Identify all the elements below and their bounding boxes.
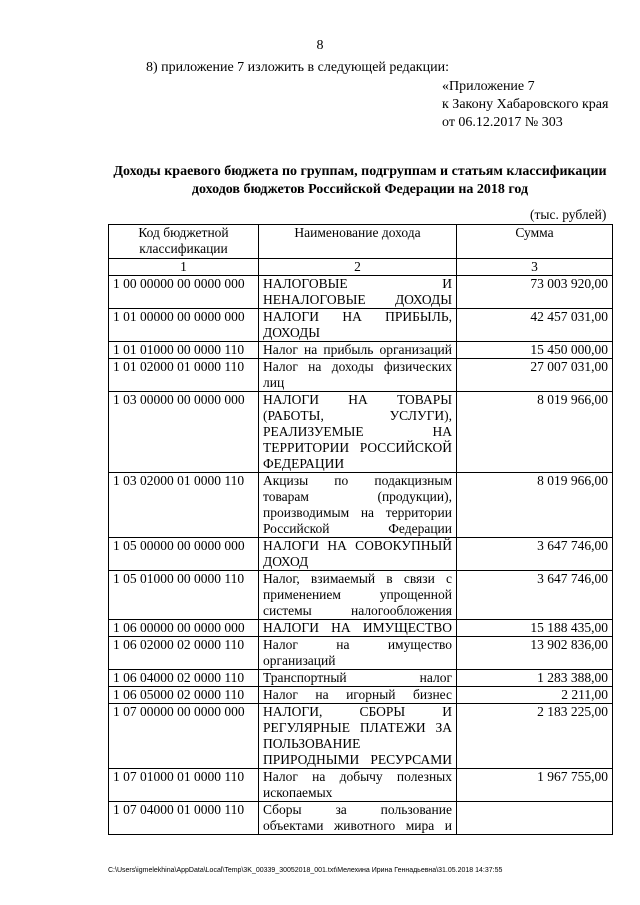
row-name: НАЛОГИ НА ПРИБЫЛЬ, ДОХОДЫ [259,309,457,342]
page-number: 8 [316,38,324,53]
appendix-line-3: от 06.12.2017 № 303 [442,115,563,130]
row-name: НАЛОГОВЫЕ И НЕНАЛОГОВЫЕ ДОХОДЫ [259,276,457,309]
table-row [109,704,613,769]
row-amount: 3 647 746,00 [457,538,613,571]
table-row [109,359,613,392]
table-row [109,342,613,359]
row-amount: 8 019 966,00 [457,473,613,538]
row-amount: 73 003 920,00 [457,276,613,309]
row-amount: 2 183 225,00 [457,704,613,769]
row-name: НАЛОГИ НА ТОВАРЫ (РАБОТЫ, УСЛУГИ), РЕАЛИЗУЕМЫЕ НА ТЕРРИТОРИИ РОССИЙСКОЙ ФЕДЕРАЦИИ [259,392,457,473]
table-row [109,538,613,571]
row-code: 1 06 00000 00 0000 000 [109,620,259,637]
row-name: НАЛОГИ НА СОВОКУПНЫЙ ДОХОД [259,538,457,571]
row-code: 1 01 02000 01 0000 110 [109,359,259,392]
row-code: 1 03 02000 01 0000 110 [109,473,259,538]
row-code: 1 06 04000 02 0000 110 [109,670,259,687]
row-name: Транспортный налог [259,670,457,687]
document-title [90,163,630,199]
header-name: Наименование дохода [259,225,457,259]
row-code: 1 07 04000 01 0000 110 [109,802,259,835]
table-row [109,769,613,802]
row-amount: 15 450 000,00 [457,342,613,359]
amendment-intro: 8) приложение 7 изложить в следующей редакции: [146,60,449,75]
row-name: Налог на доходы физических лиц [259,359,457,392]
row-amount: 42 457 031,00 [457,309,613,342]
table-row [109,571,613,620]
table-row [109,392,613,473]
row-name: Налог на прибыль организаций [259,342,457,359]
row-amount: 13 902 836,00 [457,637,613,670]
row-amount: 1 967 755,00 [457,769,613,802]
header-code: Код бюджетной классификации [109,225,259,259]
table-row [109,802,613,835]
row-code: 1 01 01000 00 0000 110 [109,342,259,359]
row-name: Сборы за пользование объектами животного мира и [259,802,457,835]
row-amount: 1 283 388,00 [457,670,613,687]
appendix-line-1: «Приложение 7 [442,79,535,94]
row-code: 1 03 00000 00 0000 000 [109,392,259,473]
row-amount: 27 007 031,00 [457,359,613,392]
row-code: 1 05 01000 00 0000 110 [109,571,259,620]
row-amount: 8 019 966,00 [457,392,613,473]
revenue-table [108,224,613,835]
table-row [109,637,613,670]
row-amount: 15 188 435,00 [457,620,613,637]
row-amount [457,802,613,835]
colnum-3: 3 [457,259,613,276]
units-label: (тыс. рублей) [530,207,607,222]
row-code: 1 00 00000 00 0000 000 [109,276,259,309]
row-code: 1 06 02000 02 0000 110 [109,637,259,670]
table-row [109,473,613,538]
row-name: Налог на игорный бизнес [259,687,457,704]
row-code: 1 05 00000 00 0000 000 [109,538,259,571]
colnum-1: 1 [109,259,259,276]
row-amount: 2 211,00 [457,687,613,704]
title-line-1: Доходы краевого бюджета по группам, подгруппам и статьям классификации [113,164,607,179]
header-amount: Сумма [457,225,613,259]
row-code: 1 06 05000 02 0000 110 [109,687,259,704]
row-name: Налог на имущество организаций [259,637,457,670]
table-row [109,309,613,342]
row-code: 1 07 01000 01 0000 110 [109,769,259,802]
row-name: Налог на добычу полезных ископаемых [259,769,457,802]
row-name: Налог, взимаемый в связи с применением упрощенной системы налогообложения [259,571,457,620]
row-name: НАЛОГИ, СБОРЫ И РЕГУЛЯРНЫЕ ПЛАТЕЖИ ЗА ПОЛЬЗОВАНИЕ ПРИРОДНЫМИ РЕСУРСАМИ [259,704,457,769]
row-name: НАЛОГИ НА ИМУЩЕСТВО [259,620,457,637]
table-row [109,670,613,687]
table-row [109,620,613,637]
table-row [109,276,613,309]
row-code: 1 01 00000 00 0000 000 [109,309,259,342]
title-line-2: доходов бюджетов Российской Федерации на 2018 год [191,182,529,197]
row-name: Акцизы по подакцизным товарам (продукции), производимым на территории Российской Федерации [259,473,457,538]
row-amount: 3 647 746,00 [457,571,613,620]
file-path-footer: C:\Users\igmelekhina\AppData\Local\Temp\3K_00339_30052018_001.txt\Мелехина Ирина Геннадьевна\31.05.2018 14:37:55 [108,867,503,874]
appendix-line-2: к Закону Хабаровского края [442,97,609,112]
table-row [109,687,613,704]
row-code: 1 07 00000 00 0000 000 [109,704,259,769]
colnum-2: 2 [259,259,457,276]
